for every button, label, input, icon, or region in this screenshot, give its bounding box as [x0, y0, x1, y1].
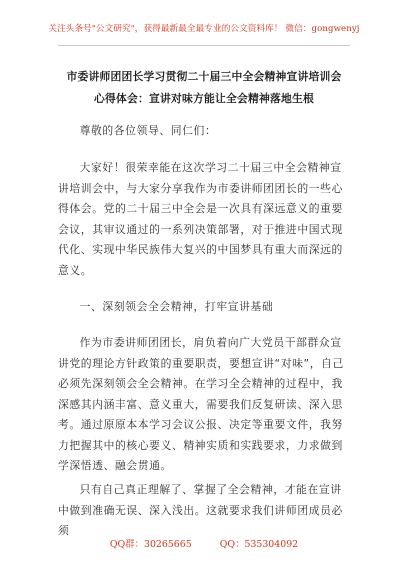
paragraph-section-1	[58, 333, 350, 477]
document-title	[40, 66, 368, 110]
title-line-1: 市委讲师团团长学习贯彻二十届三中全会精神宣讲培训会	[66, 70, 342, 83]
paragraph-intro	[58, 158, 350, 281]
footer-qq: QQ：535304092	[219, 539, 299, 550]
paragraph-continued	[58, 480, 350, 542]
header-banner: 关注头条号"公文研究"，获得最新最全最专业的公文资料库！ 微信：gongwenyj	[48, 24, 360, 34]
salutation-text: 尊敬的各位领导、同仁们：	[79, 124, 217, 137]
paragraph-text: 作为市委讲师团团长，肩负着向广大党员干部群众宣讲党的理论方针政策的重要职责，要想宣讲“对味”，自己必须先深刻领会全会精神。在学习全会精神的过程中，我深感其内涵丰富、意义重大，需要我们反复研读、深入思考。通过原原本本学习会议公报、决定等重要文件，我努力把握其中的核心要义、精神实质和实践要求，力求做到学深悟透、融会贯通。	[58, 336, 344, 472]
section-heading-1	[58, 297, 350, 318]
footer-qq-group: QQ群：30265665	[109, 539, 192, 550]
header-divider	[58, 45, 350, 46]
salutation	[58, 121, 350, 142]
section-heading-text: 一、深刻领会全会精神，打牢宣讲基础	[79, 300, 274, 313]
title-line-2: 心得体会：宣讲对味方能让全会精神落地生根	[94, 92, 314, 105]
paragraph-text: 只有自己真正理解了、掌握了全会精神，才能在宣讲中做到准确无误、深入浅出。这就要求我们讲师团成员必须	[58, 483, 343, 537]
paragraph-text: 大家好！很荣幸能在这次学习二十届三中全会精神宣讲培训会中，与大家分享我作为市委讲师团团长的一些心得体会。党的二十届三中全会是一次具有深远意义的重要会议，其审议通过的一系列决策部署，对于推进中国式现代化、实现中华民族伟大复兴的中国梦具有重大而深远的意义。	[58, 161, 343, 277]
footer-contact	[0, 536, 408, 550]
